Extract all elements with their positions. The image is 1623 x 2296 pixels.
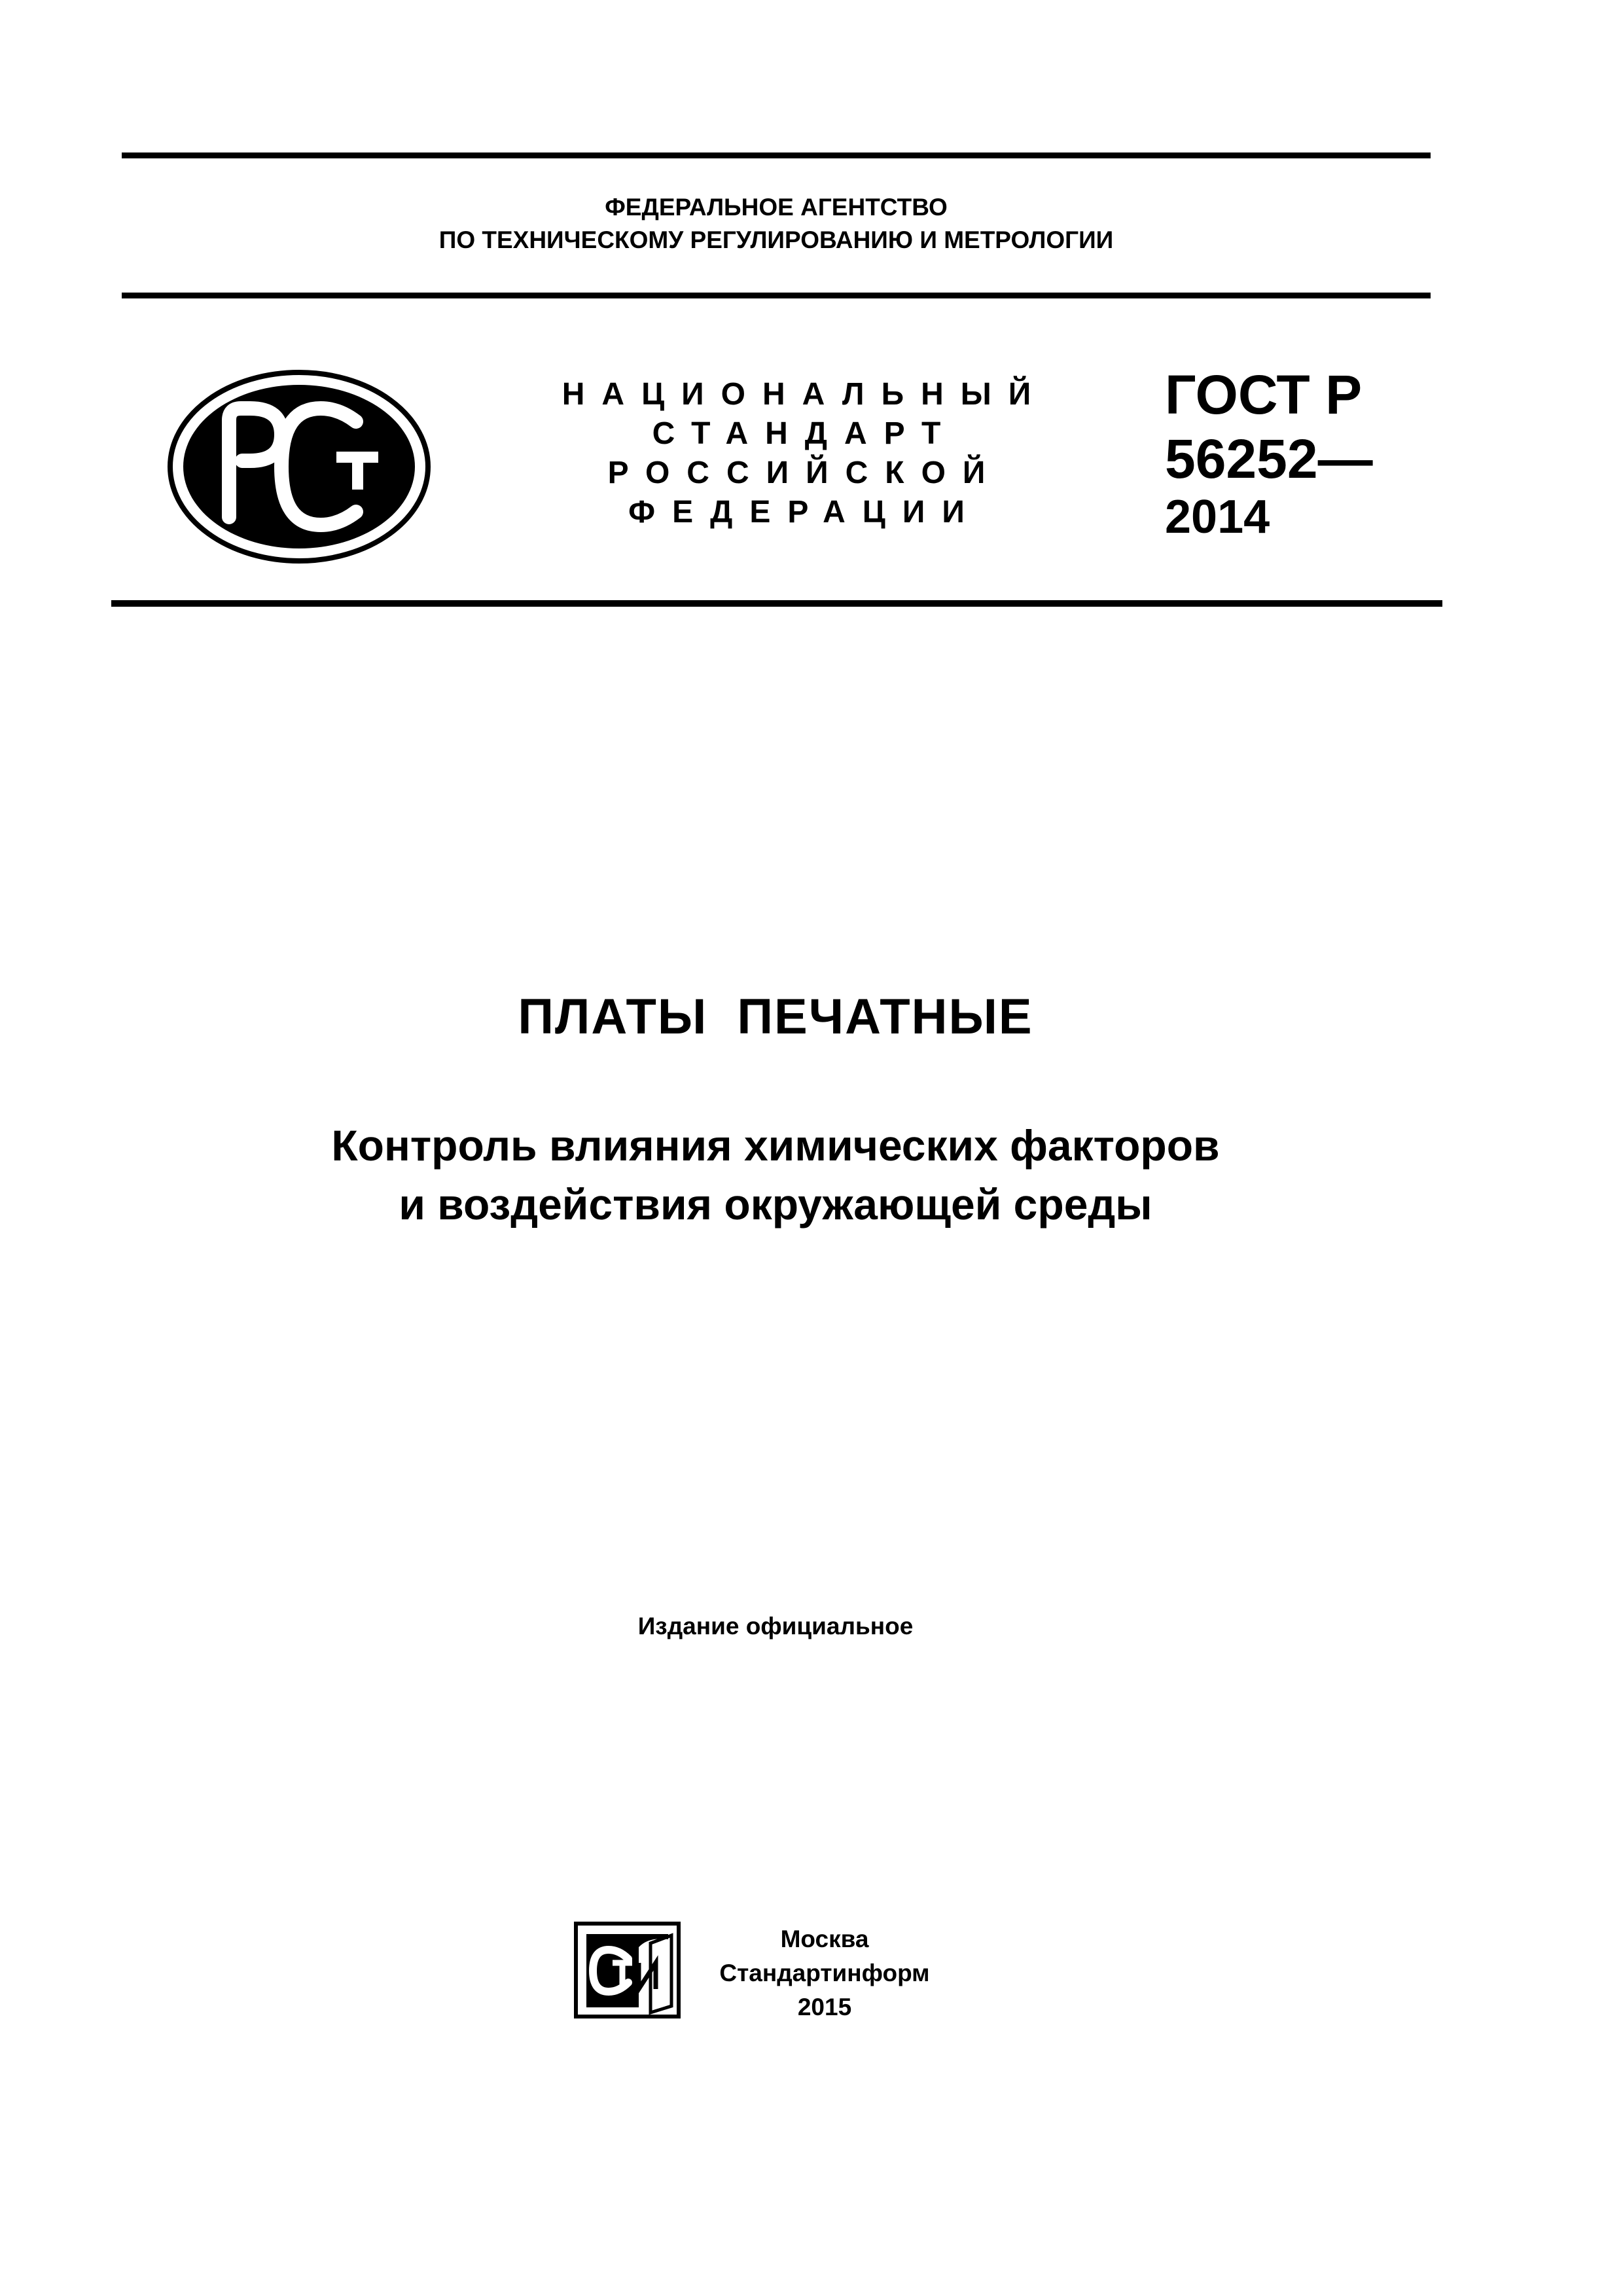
gost-year: 2014 [1165,491,1270,543]
standard-divider [111,600,1442,607]
subtitle-line-2: и воздействия окружающей среды [399,1180,1152,1229]
document-subtitle [0,1116,1551,1234]
top-divider [122,152,1431,158]
subtitle-line-1: Контроль влияния химических факторов [331,1121,1220,1170]
agency-line-1: ФЕДЕРАЛЬНОЕ АГЕНТСТВО [605,194,948,221]
national-line-4: ФЕДЕРАЦИИ [628,495,982,529]
gost-number: 56252— [1165,428,1373,490]
gost-r-logo-icon [165,368,433,565]
national-line-1: НАЦИОНАЛЬНЫЙ [562,377,1048,412]
edition-label: Издание официальное [637,1613,914,1640]
agency-header [122,191,1431,257]
imprint [694,1922,955,2024]
national-standard-label [510,375,1099,532]
national-line-3: РОССИЙСКОЙ [607,456,1003,490]
imprint-publisher: Стандартинформ [719,1960,930,1986]
imprint-year: 2015 [797,1994,852,2020]
national-line-2: СТАНДАРТ [652,416,958,451]
gost-label: ГОСТ Р [1165,364,1363,425]
imprint-city: Москва [780,1926,869,1952]
gost-designation [1165,363,1373,543]
header-divider [122,293,1431,298]
document-title: ПЛАТЫ ПЕЧАТНЫЕ [518,989,1033,1045]
standartinform-logo-icon [573,1921,681,2019]
agency-line-2: ПО ТЕХНИЧЕСКОМУ РЕГУЛИРОВАНИЮ И МЕТРОЛОГИИ [438,226,1114,253]
